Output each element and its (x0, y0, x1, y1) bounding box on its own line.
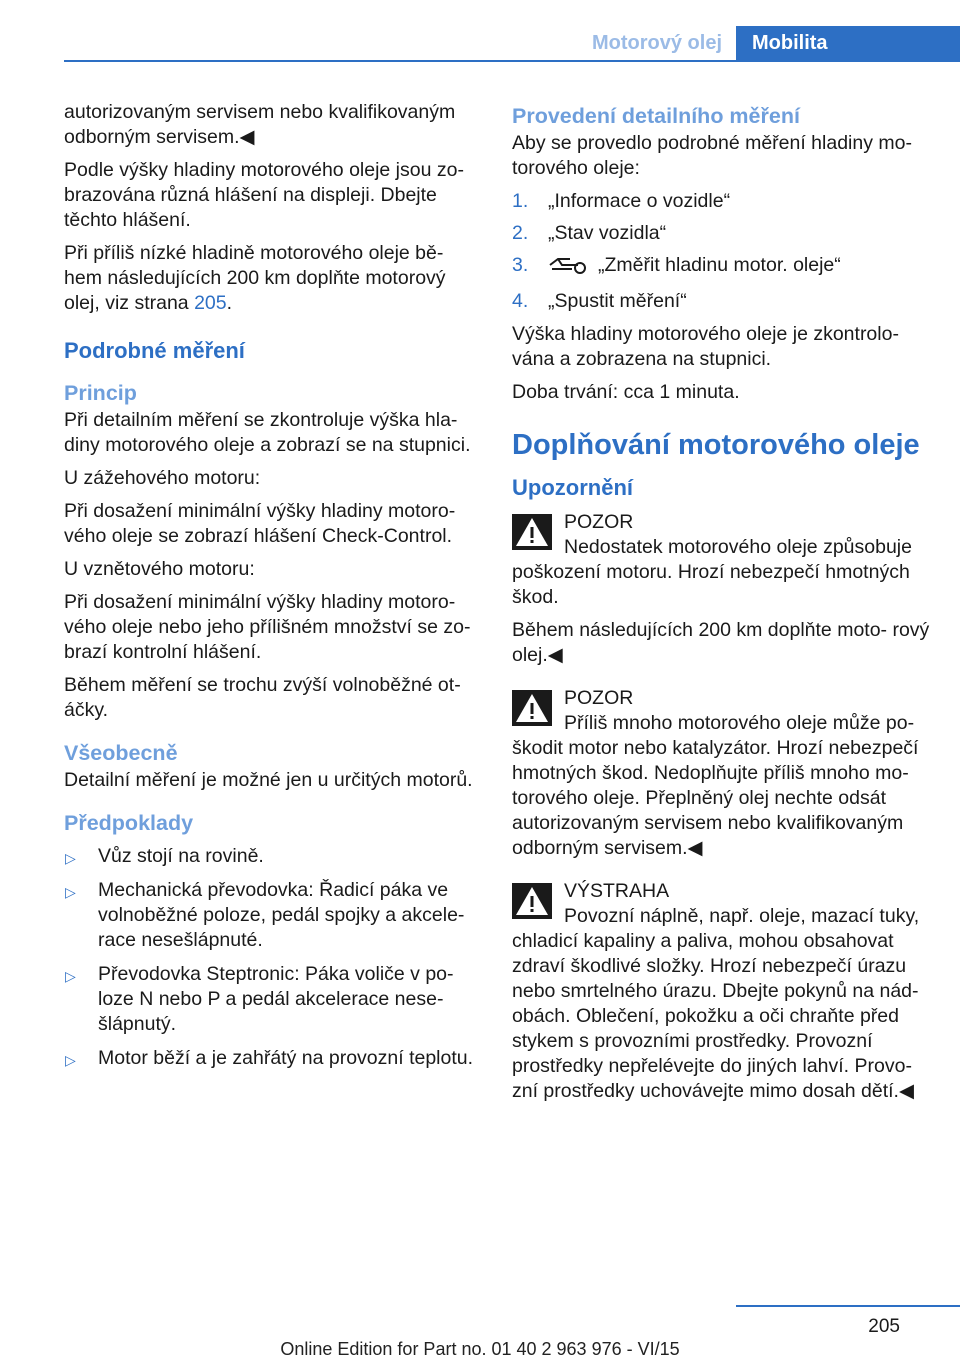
list-item: 3. „Změřit hladinu motor. oleje“ (512, 253, 930, 282)
section-heading: Upozornění (512, 475, 633, 500)
triangle-bullet-icon: ▷ (65, 1052, 76, 1068)
list-item: ▷ Motor běží a je zahřátý na provozní teplotu. (64, 1046, 484, 1071)
header-rule (64, 60, 960, 62)
warning-triangle-icon (512, 883, 552, 919)
right-column (512, 100, 930, 1112)
paragraph: U vznětového motoru: (64, 558, 255, 580)
list-item: 4. „Spustit měření“ (512, 290, 687, 312)
subsection-heading: Provedení detailního měření (512, 104, 800, 128)
section-heading: Podrobné měření (64, 338, 245, 363)
list-item: ▷ Převodovka Steptronic: Páka voliče v po‐ loze N nebo P a pedál akcelerace nese‐ šlápnutý. (65, 963, 454, 1035)
warning-text: Povozní náplně, např. oleje, mazací tuky, chladicí kapaliny a paliva, mohou obsahovat zdraví škodlivé složky. Hrozí nebezpečí úrazu nebo smrtelného úrazu. Dbejte pokynů na nád‐ obách. Oblečení, pokožku a oči chraňte před stykem s provozními prostředky. Provozní prostředky nepřelévejte do jiných lahví. Provo‐ zní prostředky uchovávejte mimo dosah dětí.◀ (512, 905, 920, 1102)
page-link[interactable]: 205 (194, 292, 227, 314)
triangle-bullet-icon: ▷ (65, 884, 76, 900)
warning-block (512, 510, 930, 668)
header-chapter-tab: Motorový olej (591, 32, 722, 54)
paragraph: Detailní měření je možné jen u určitých motorů. (64, 769, 473, 791)
paragraph: Při dosažení minimální výšky hladiny motoro‐ vého oleje nebo jeho přílišném množství se zo‐ brazí kontrolní hlášení. (64, 591, 471, 663)
warning-label: POZOR (564, 687, 634, 709)
paragraph: Doba trvání: cca 1 minuta. (512, 381, 740, 403)
list-item: 2. „Stav vozidla“ (512, 222, 667, 244)
paragraph: Podle výšky hladiny motorového oleje jsou zo‐ brazována různá hlášení na displeji. Dbejte těchto hlášení. (64, 159, 464, 231)
paragraph: Při dosažení minimální výšky hladiny motoro‐ vého oleje se zobrazí hlášení Check-Control. (64, 500, 456, 547)
paragraph: Při příliš nízké hladině motorového oleje bě‐ hem následujících 200 km doplňte motorový olej, viz strana 205. (64, 242, 446, 314)
warning-text: Během následujících 200 km doplňte moto‐ rový olej.◀ (512, 619, 930, 666)
left-column (64, 100, 484, 1080)
footer-edition: Online Edition for Part no. 01 40 2 963 976 - VI/15 (280, 1339, 680, 1359)
warning-block (512, 879, 930, 1104)
warning-block (512, 686, 930, 861)
page-number: 205 (868, 1316, 900, 1337)
list-item: 1. „Informace o vozidle“ (512, 190, 731, 212)
subsection-heading: Všeobecně (64, 741, 178, 765)
chapter-heading: Doplňování motorového oleje (512, 429, 920, 461)
list-item: ▷ Mechanická převodovka: Řadicí páka ve volnoběžné poloze, pedál spojky a akcele‐ race nesešlápnuté. (65, 879, 465, 951)
paragraph: Výška hladiny motorového oleje je zkontrolo‐ vána a zobrazena na stupnici. (512, 323, 899, 370)
paragraph: U zážehového motoru: (64, 467, 261, 489)
subsection-heading: Předpoklady (64, 811, 194, 835)
triangle-bullet-icon: ▷ (65, 968, 76, 984)
paragraph: Během měření se trochu zvýší volnoběžné ot‐ áčky. (64, 674, 461, 721)
subsection-heading: Princip (64, 381, 137, 405)
warning-triangle-icon (512, 514, 552, 550)
warning-label: POZOR (564, 511, 634, 533)
warning-label: VÝSTRAHA (564, 880, 670, 902)
prerequisites-list (64, 844, 484, 1071)
triangle-bullet-icon: ▷ (65, 850, 76, 866)
warning-text: Nedostatek motorového oleje způsobuje poškození motoru. Hrozí nebezpečí hmotných škod. (512, 536, 912, 608)
header-section-tab: Mobilita (736, 26, 960, 62)
list-item: ▷ Vůz stojí na rovině. (64, 844, 484, 869)
warning-text: Příliš mnoho motorového oleje může po‐ škodit motor nebo katalyzátor. Hrozí nebezpečí hmotných škod. Nedoplňujte příliš mnoho mo‐ torového oleje. Přeplněný olej nechte odsát autorizovaným servisem nebo kvalifikovaným odborným servisem.◀ (512, 712, 919, 859)
paragraph: Při detailním měření se zkontroluje výška hla‐ diny motorového oleje a zobrazí se na stupnici. (64, 409, 471, 456)
paragraph: Aby se provedlo podrobné měření hladiny mo‐ torového oleje: (512, 132, 912, 179)
steps-list (512, 189, 930, 314)
footer-rule (736, 1305, 960, 1307)
warning-triangle-icon (512, 690, 552, 726)
paragraph: autorizovaným servisem nebo kvalifikovaným odborným servisem.◀ (64, 101, 456, 148)
car-service-icon (548, 255, 588, 282)
